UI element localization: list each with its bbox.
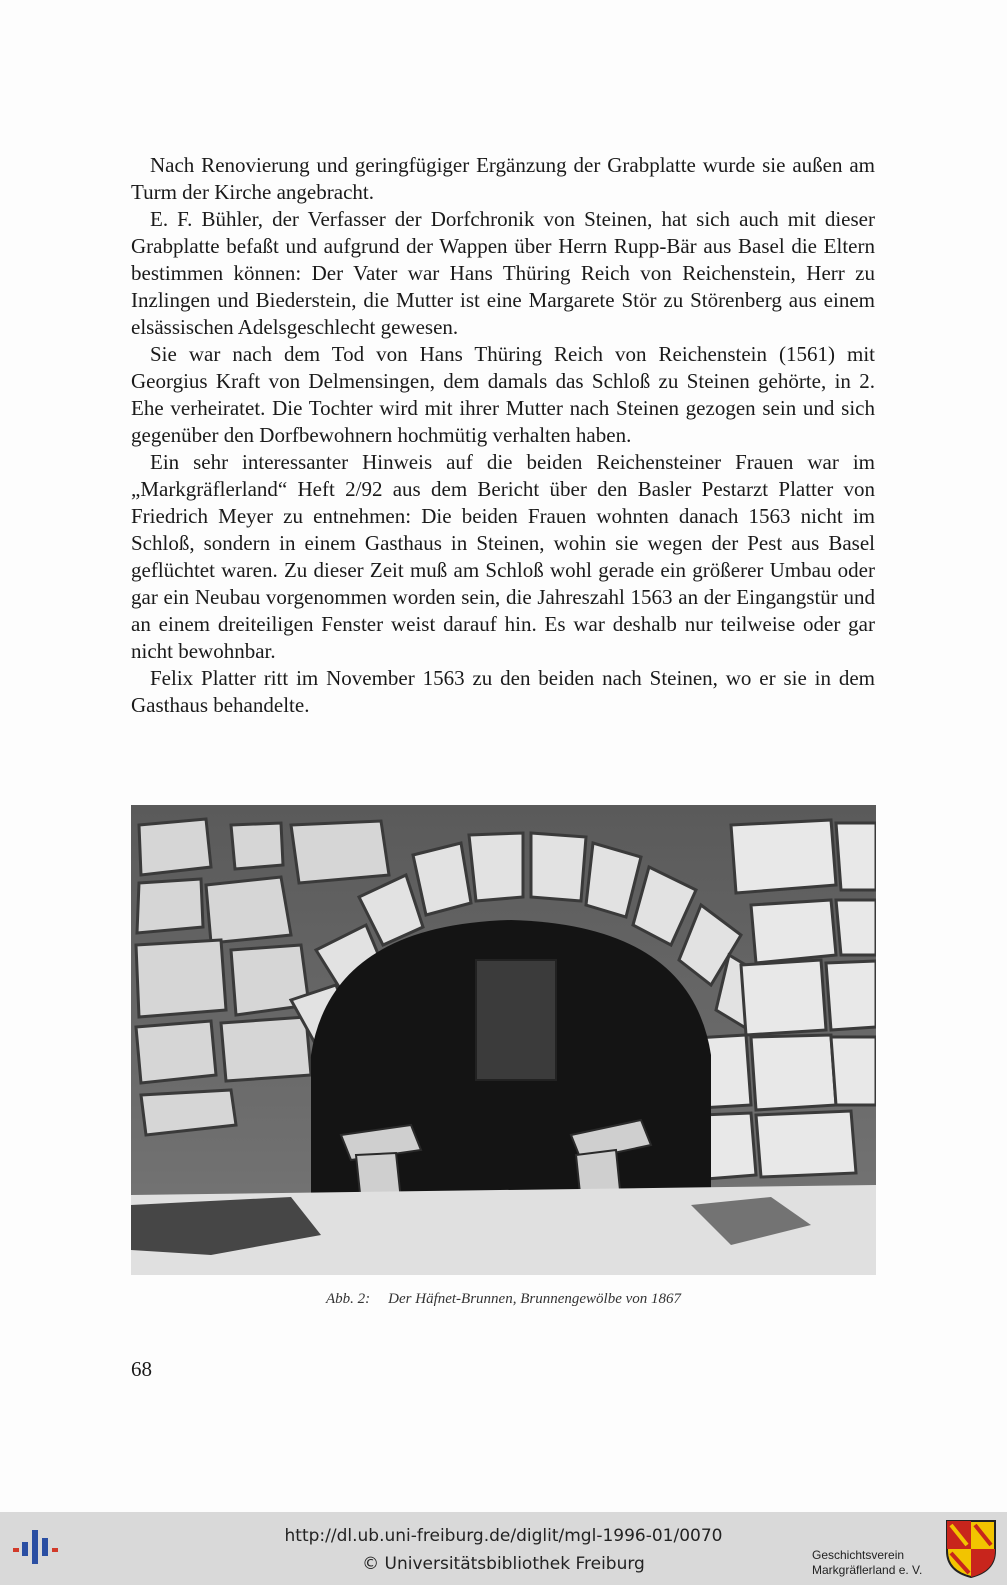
figure-caption-text: Der Häfnet-Brunnen, Brunnengewölbe von 1867 [388,1291,682,1307]
society-line-2: Markgräflerland e. V. [812,1563,923,1577]
body-text [131,152,875,719]
figure-label: Abb. 2: [325,1291,371,1307]
document-url-link[interactable]: http://dl.ub.uni-freiburg.de/diglit/mgl-1996-01/0070 [284,1526,723,1546]
figure-caption [131,1291,876,1308]
paragraph-2: E. F. Bühler, der Verfasser der Dorfchronik von Steinen, hat sich auch mit dieser Grabplatte befaßt und aufgrund der Wappen über Herrn Rupp-Bär aus Basel die Eltern bestimmen können: Der Vater war Hans Thüring Reich von Reichenstein, Herr zu Inzlingen und Biederstein, die Mutter ist eine Margarete Stör zu Störenberg aus einem elsässischen Adelsgeschlecht gewesen. [131,207,875,339]
copyright-text: © Universitätsbibliothek Freiburg [362,1554,645,1574]
footer-bar [0,1512,1007,1585]
society-line-1: Geschichtsverein [812,1548,905,1562]
arch-well-photo [131,805,876,1275]
paragraph-5: Felix Platter ritt im November 1563 zu den beiden nach Steinen, wo er sie in dem Gasthaus behandelte. [131,666,875,717]
coat-of-arms-icon [945,1519,997,1579]
paragraph-1: Nach Renovierung und geringfügiger Ergänzung der Grabplatte wurde sie außen am Turm der Kirche angebracht. [131,153,875,204]
figure-photo [131,805,876,1275]
page-number: 68 [131,1357,152,1381]
paragraph-4: Ein sehr interessanter Hinweis auf die beiden Reichensteiner Frauen war im „Markgräflerland“ Heft 2/92 aus dem Bericht über den Basler Pestarzt Platter von Friedrich Meyer zu entnehmen: Die beiden Frauen wohnten danach 1563 nicht im Schloß, sondern in einem Gasthaus in Steinen, wohin sie wegen der Pest aus Basel geflüchtet waren. Zu dieser Zeit muß am Schloß wohl gerade ein größerer Umbau oder gar ein Neubau vorgenommen worden sein, die Jahreszahl 1563 an der Eingangstür und an einem dreiteiligen Fenster weist darauf hin. Es war deshalb nur teilweise oder gar nicht bewohnbar. [131,450,875,663]
paragraph-3: Sie war nach dem Tod von Hans Thüring Reich von Reichenstein (1561) mit Georgius Kraft von Delmensingen, dem damals das Schloß zu Steinen gehörte, in 2. Ehe verheiratet. Die Tochter wird mit ihrer Mutter nach Steinen gezogen sein und sich gegenüber den Dorfbewohnern hochmütig verhalten haben. [131,342,875,447]
society-name [812,1548,922,1578]
